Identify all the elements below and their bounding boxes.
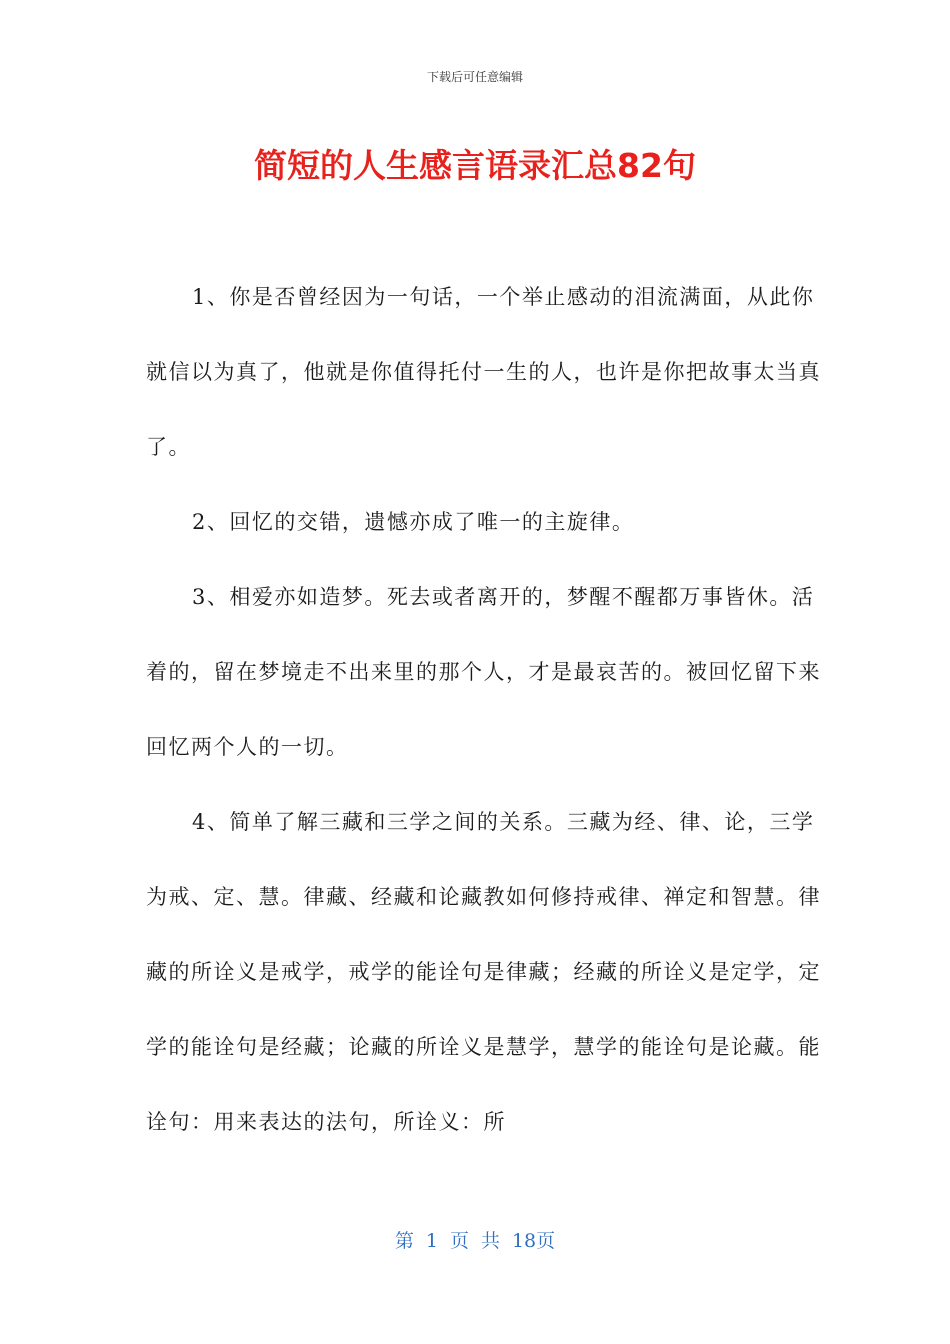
- footer-current-page: 1: [425, 1230, 438, 1252]
- footer-total-pages: 18页: [511, 1230, 556, 1252]
- paragraph-3: 3、相爱亦如造梦。死去或者离开的，梦醒不醒都万事皆休。活着的，留在梦境走不出来里的那个人，才是最哀苦的。被回忆留下来回忆两个人的一切。: [146, 585, 821, 759]
- paragraph-1: 1、你是否曾经因为一句话，一个举止感动的泪流满面，从此你就信以为真了，他就是你值得托付一生的人，也许是你把故事太当真了。: [146, 285, 821, 459]
- page-header-note: 下载后可任意编辑: [426, 70, 523, 84]
- footer-page-word: 页: [449, 1230, 469, 1252]
- paragraph-2: 2、回忆的交错，遗憾亦成了唯一的主旋律。: [192, 510, 635, 534]
- paragraph-4: 4、简单了解三藏和三学之间的关系。三藏为经、律、论，三学为戒、定、慧。律藏、经藏和论藏教如何修持戒律、禅定和智慧。律藏的所诠义是戒学，戒学的能诠句是律藏；经藏的所诠义是定学，定学的能诠句是经藏；论藏的所诠义是慧学，慧学的能诠句是论藏。能诠句：用来表达的法句，所诠义：所: [146, 810, 821, 1134]
- document-title: 简短的人生感言语录汇总82句: [254, 146, 696, 185]
- document-body: [146, 260, 826, 1160]
- footer-total-word: 共: [480, 1230, 500, 1252]
- page-footer: [0, 1226, 950, 1253]
- footer-prefix: 第: [394, 1230, 414, 1252]
